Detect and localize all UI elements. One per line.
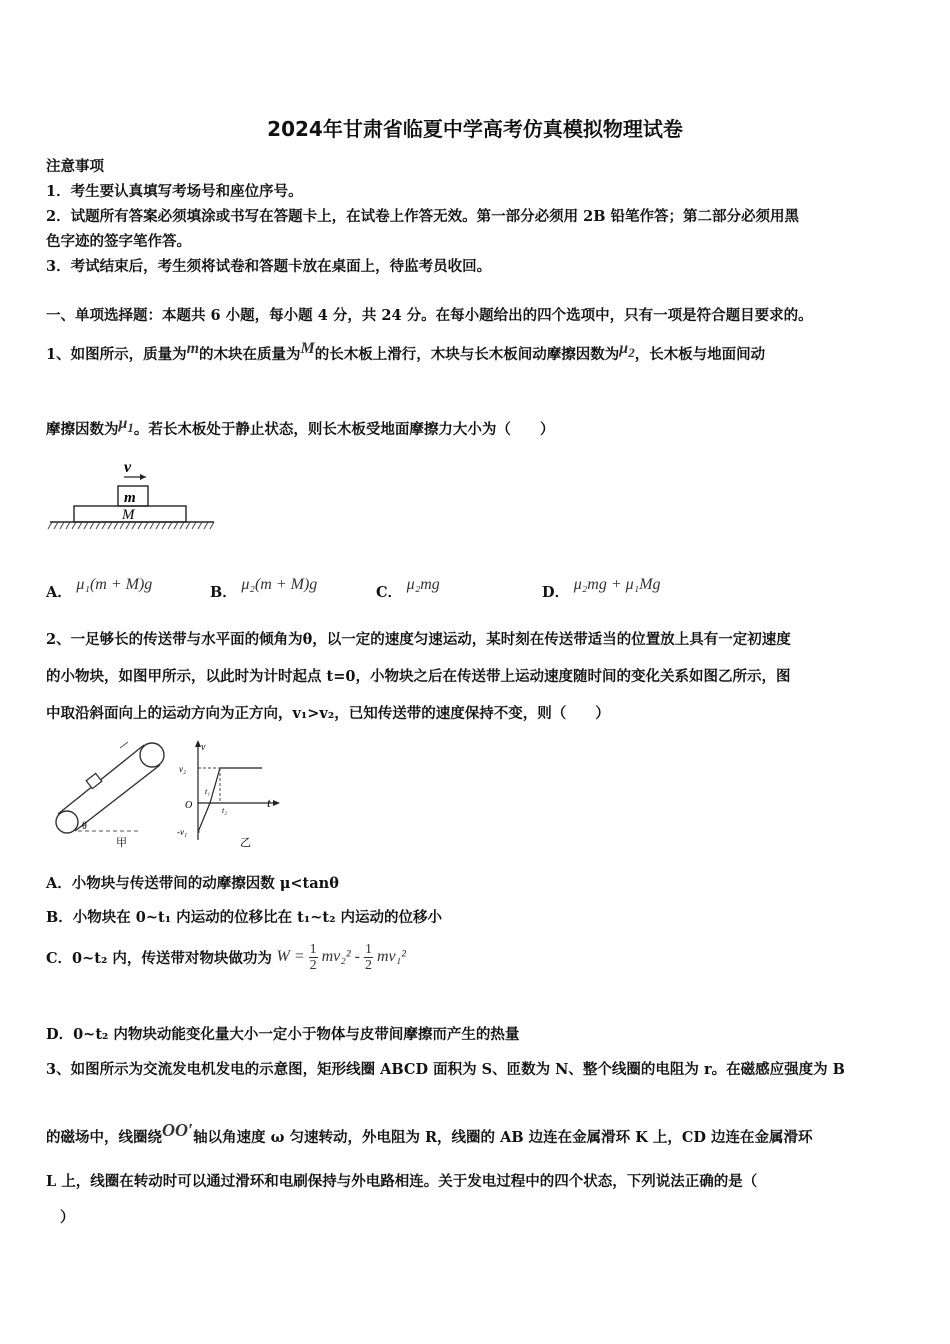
q1-fig-v-label: v bbox=[124, 459, 132, 476]
q2-option-b[interactable]: B．小物块在 0~t₁ 内运动的位移比在 t₁~t₂ 内运动的位移小 bbox=[46, 909, 442, 926]
q1-option-a[interactable] bbox=[46, 573, 153, 601]
q1-mu1-symbol: μ1 bbox=[118, 415, 134, 436]
q1-option-b-formula: μ₂(m + M)g bbox=[241, 576, 318, 593]
q2-formula-term-1: mv₂² - bbox=[321, 948, 360, 966]
q1-text-6: 。若长木板处于静止状态，则长木板受地面摩擦力大小为（ ） bbox=[133, 420, 555, 438]
notice-item-3: 3．考试结束后，考生须将试卷和答题卡放在桌面上，待监考员收回。 bbox=[46, 258, 492, 275]
q2-option-a[interactable]: A．小物块与传送带间的动摩擦因数 μ<tanθ bbox=[46, 875, 339, 892]
q2-fig-t-axis: t bbox=[267, 795, 271, 810]
q1-fig-M-label: M bbox=[122, 507, 135, 523]
q3-line3: L 上，线圈在转动时可以通过滑环和电刷保持与外电路相连。关于发电过程中的四个状态，下列说法正确的是（ bbox=[46, 1173, 758, 1190]
q2-fig-t2: t₂ bbox=[222, 806, 228, 815]
q3-line2 bbox=[46, 1120, 813, 1147]
q2-line2: 的小物块，如图甲所示，以此时为计时起点 t=0，小物块之后在传送带上运动速度随时间的变化关系如图乙所示，图 bbox=[46, 668, 791, 685]
q2-fig-yi: 乙 bbox=[240, 837, 251, 849]
q1-option-a-formula: μ₁(m + M)g bbox=[76, 576, 153, 593]
q1-line2 bbox=[46, 415, 554, 439]
page-title: 2024年甘肃省临夏中学高考仿真模拟物理试卷 bbox=[267, 117, 683, 141]
q1-option-a-label: A． bbox=[46, 584, 72, 601]
q2-formula-w: W = bbox=[276, 948, 305, 966]
q1-option-c-label: C． bbox=[376, 584, 403, 601]
q2-formula-term-2: mv₁² bbox=[376, 948, 406, 966]
q1-option-c-formula: μ₂mg bbox=[406, 576, 440, 593]
q2-fig-v2: v₂ bbox=[179, 764, 187, 774]
q2-fig-theta: θ bbox=[82, 821, 87, 832]
q3-line4: ） bbox=[60, 1209, 75, 1226]
q2-formula-frac-2: $\frac{1}{2}$ bbox=[364, 942, 372, 973]
q1-option-d[interactable] bbox=[542, 573, 661, 601]
q2-figure-vt-graph bbox=[170, 738, 285, 850]
q1-option-c[interactable] bbox=[376, 573, 440, 601]
q1-M-symbol: M bbox=[300, 340, 315, 357]
q3-text-2b: 轴以角速度 ω 匀速转动，外电阻为 R，线圈的 AB 边连在金属滑环 K 上，CD 边连在金属滑环 bbox=[193, 1128, 813, 1146]
q3-axis-symbol: OO′ bbox=[162, 1120, 194, 1140]
q1-text-3: 的长木板上滑行，木块与长木板间动摩擦因数为 bbox=[314, 345, 620, 363]
q2-option-c-label: C．0~t₂ 内，传送带对物块做功为 bbox=[46, 950, 272, 968]
q2-fig-jia: 甲 bbox=[116, 837, 127, 849]
q2-option-c-formula bbox=[276, 942, 406, 973]
q1-option-d-formula: μ₂mg + μ₁Mg bbox=[573, 576, 661, 593]
q1-option-d-label: D． bbox=[542, 584, 570, 601]
q1-figure bbox=[46, 455, 221, 535]
notice-heading: 注意事项 bbox=[46, 158, 104, 175]
q2-formula-frac-1: $\frac{1}{2}$ bbox=[309, 942, 317, 973]
notice-item-2-cont: 色字迹的签字笔作答。 bbox=[46, 233, 191, 250]
q1-fig-m-label: m bbox=[124, 490, 136, 506]
q3-line1: 3、如图所示为交流发电机发电的示意图，矩形线圈 ABCD 面积为 S、匝数为 N、整个线圈的电阻为 r。在磁感应强度为 B bbox=[46, 1061, 845, 1078]
q1-option-b[interactable] bbox=[210, 573, 318, 601]
q1-text-4: ，长木板与地面间动 bbox=[634, 345, 766, 363]
q2-option-d[interactable]: D．0~t₂ 内物块动能变化量大小一定小于物体与皮带间摩擦而产生的热量 bbox=[46, 1026, 520, 1043]
q1-text-2: 的木块在质量为 bbox=[199, 345, 301, 363]
section-heading: 一、单项选择题：本题共 6 小题，每小题 4 分，共 24 分。在每小题给出的四个选项中，只有一项是符合题目要求的。 bbox=[46, 307, 813, 324]
q2-fig-origin: O bbox=[185, 800, 193, 811]
q1-text-5: 摩擦因数为 bbox=[46, 420, 119, 438]
q2-fig-block bbox=[86, 773, 102, 788]
notice-item-1: 1．考生要认真填写考场号和座位序号。 bbox=[46, 183, 303, 200]
q3-text-2a: 的磁场中，线圈绕 bbox=[46, 1128, 162, 1146]
q2-fig-t1: t₁ bbox=[205, 787, 211, 796]
q1-m-symbol: m bbox=[186, 340, 200, 357]
notice-item-2: 2．试题所有答案必须填涂或书写在答题卡上，在试卷上作答无效。第一部分必须用 2B 铅笔作答；第二部分必须用黑 bbox=[46, 208, 800, 225]
q1-text-1: 1、如图所示，质量为 bbox=[46, 345, 187, 363]
q2-line1: 2、一足够长的传送带与水平面的倾角为θ，以一定的速度匀速运动，某时刻在传送带适当的位置放上具有一定初速度 bbox=[46, 631, 791, 648]
q1-mu2-symbol: μ2 bbox=[619, 340, 635, 361]
q2-option-c[interactable] bbox=[46, 942, 406, 973]
q1-option-b-label: B． bbox=[210, 584, 237, 601]
q2-fig-v-axis: v bbox=[201, 742, 206, 753]
q2-line3: 中取沿斜面向上的运动方向为正方向，v₁>v₂，已知传送带的速度保持不变，则（ ） bbox=[46, 705, 610, 722]
q2-fig-neg-v1: -v₁ bbox=[177, 827, 188, 837]
q1-line1 bbox=[46, 340, 765, 364]
